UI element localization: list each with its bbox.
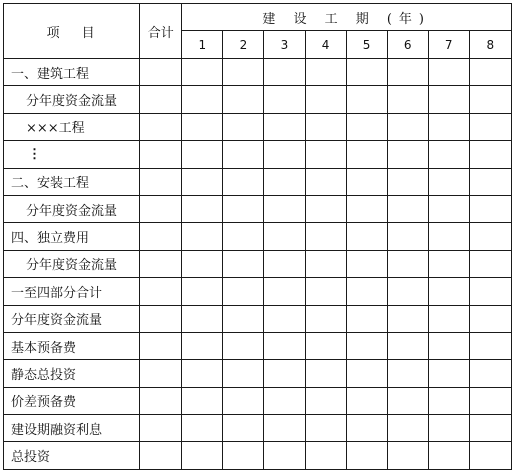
year-8-cell	[469, 141, 511, 168]
row-label: 分年度资金流量	[4, 195, 140, 222]
year-header-1: 1	[182, 31, 223, 59]
year-4-cell	[305, 113, 346, 140]
year-3-cell	[264, 195, 305, 222]
year-1-cell	[182, 250, 223, 277]
year-7-cell	[428, 332, 469, 359]
year-2-cell	[223, 86, 264, 113]
year-6-cell	[387, 195, 428, 222]
total-cell	[140, 442, 182, 469]
year-2-cell	[223, 305, 264, 332]
year-1-cell	[182, 360, 223, 387]
year-8-cell	[469, 113, 511, 140]
year-4-cell	[305, 168, 346, 195]
year-4-cell	[305, 195, 346, 222]
year-8-cell	[469, 86, 511, 113]
year-8-cell	[469, 195, 511, 222]
year-1-cell	[182, 223, 223, 250]
year-4-cell	[305, 86, 346, 113]
year-3-cell	[264, 59, 305, 86]
year-5-cell	[346, 278, 387, 305]
year-6-cell	[387, 415, 428, 442]
year-7-cell	[428, 360, 469, 387]
row-label: 基本预备费	[4, 332, 140, 359]
row-label: ×××工程	[4, 113, 140, 140]
year-3-cell	[264, 250, 305, 277]
total-cell	[140, 86, 182, 113]
year-6-cell	[387, 332, 428, 359]
year-8-cell	[469, 415, 511, 442]
row-label: 一、建筑工程	[4, 59, 140, 86]
year-7-cell	[428, 250, 469, 277]
year-header-6: 6	[387, 31, 428, 59]
year-3-cell	[264, 113, 305, 140]
table-row	[4, 223, 512, 250]
year-5-cell	[346, 195, 387, 222]
total-cell	[140, 360, 182, 387]
row-label: 分年度资金流量	[4, 250, 140, 277]
row-label: 总投资	[4, 442, 140, 469]
year-2-cell	[223, 332, 264, 359]
table-row	[4, 360, 512, 387]
year-5-cell	[346, 86, 387, 113]
year-7-cell	[428, 141, 469, 168]
row-label: 价差预备费	[4, 387, 140, 414]
funding-flow-table	[3, 3, 512, 470]
project-header-left: 项	[46, 25, 62, 41]
project-header	[4, 4, 140, 59]
row-label: 二、安装工程	[4, 168, 140, 195]
year-3-cell	[264, 332, 305, 359]
year-5-cell	[346, 168, 387, 195]
year-3-cell	[264, 415, 305, 442]
total-cell	[140, 415, 182, 442]
row-label: 四、独立费用	[4, 223, 140, 250]
year-7-cell	[428, 223, 469, 250]
total-cell	[140, 168, 182, 195]
table-row	[4, 86, 512, 113]
total-cell	[140, 278, 182, 305]
row-label: 分年度资金流量	[4, 86, 140, 113]
year-2-cell	[223, 387, 264, 414]
year-1-cell	[182, 305, 223, 332]
total-cell	[140, 332, 182, 359]
year-6-cell	[387, 442, 428, 469]
year-7-cell	[428, 59, 469, 86]
total-cell	[140, 387, 182, 414]
year-5-cell	[346, 360, 387, 387]
year-8-cell	[469, 59, 511, 86]
year-header-3: 3	[264, 31, 305, 59]
year-7-cell	[428, 387, 469, 414]
year-1-cell	[182, 195, 223, 222]
year-4-cell	[305, 305, 346, 332]
year-3-cell	[264, 442, 305, 469]
year-header-7: 7	[428, 31, 469, 59]
year-8-cell	[469, 360, 511, 387]
year-6-cell	[387, 360, 428, 387]
table-row	[4, 305, 512, 332]
year-6-cell	[387, 168, 428, 195]
row-label: 建设期融资利息	[4, 415, 140, 442]
year-6-cell	[387, 305, 428, 332]
year-8-cell	[469, 387, 511, 414]
year-1-cell	[182, 387, 223, 414]
year-1-cell	[182, 141, 223, 168]
table-row	[4, 195, 512, 222]
total-cell	[140, 250, 182, 277]
year-2-cell	[223, 168, 264, 195]
table-row	[4, 141, 512, 168]
year-4-cell	[305, 360, 346, 387]
table-row	[4, 332, 512, 359]
year-header-5: 5	[346, 31, 387, 59]
year-6-cell	[387, 278, 428, 305]
year-5-cell	[346, 113, 387, 140]
year-6-cell	[387, 86, 428, 113]
year-3-cell	[264, 360, 305, 387]
year-7-cell	[428, 415, 469, 442]
year-4-cell	[305, 332, 346, 359]
year-5-cell	[346, 250, 387, 277]
year-2-cell	[223, 59, 264, 86]
year-4-cell	[305, 59, 346, 86]
year-5-cell	[346, 305, 387, 332]
total-cell	[140, 223, 182, 250]
year-3-cell	[264, 168, 305, 195]
year-5-cell	[346, 223, 387, 250]
row-label: 静态总投资	[4, 360, 140, 387]
year-4-cell	[305, 141, 346, 168]
total-cell	[140, 305, 182, 332]
table-row	[4, 168, 512, 195]
year-5-cell	[346, 387, 387, 414]
year-4-cell	[305, 250, 346, 277]
year-2-cell	[223, 442, 264, 469]
year-5-cell	[346, 415, 387, 442]
table-row	[4, 415, 512, 442]
year-2-cell	[223, 278, 264, 305]
year-2-cell	[223, 415, 264, 442]
construction-period-header: 建 设 工 期 (年)	[182, 4, 512, 31]
table-row	[4, 250, 512, 277]
year-5-cell	[346, 442, 387, 469]
year-6-cell	[387, 250, 428, 277]
year-header-8: 8	[469, 31, 511, 59]
year-6-cell	[387, 141, 428, 168]
table-row	[4, 387, 512, 414]
table-row	[4, 113, 512, 140]
year-7-cell	[428, 442, 469, 469]
year-5-cell	[346, 332, 387, 359]
year-6-cell	[387, 113, 428, 140]
row-label: 一至四部分合计	[4, 278, 140, 305]
year-8-cell	[469, 223, 511, 250]
year-7-cell	[428, 278, 469, 305]
table-row	[4, 278, 512, 305]
year-5-cell	[346, 141, 387, 168]
total-cell	[140, 113, 182, 140]
year-header-4: 4	[305, 31, 346, 59]
row-label: 分年度资金流量	[4, 305, 140, 332]
year-1-cell	[182, 113, 223, 140]
year-7-cell	[428, 113, 469, 140]
year-6-cell	[387, 223, 428, 250]
year-4-cell	[305, 415, 346, 442]
table-row	[4, 59, 512, 86]
year-8-cell	[469, 305, 511, 332]
table-row	[4, 442, 512, 469]
year-1-cell	[182, 59, 223, 86]
year-7-cell	[428, 195, 469, 222]
year-3-cell	[264, 141, 305, 168]
year-1-cell	[182, 442, 223, 469]
year-2-cell	[223, 195, 264, 222]
total-cell	[140, 59, 182, 86]
year-8-cell	[469, 442, 511, 469]
year-1-cell	[182, 415, 223, 442]
year-header-2: 2	[223, 31, 264, 59]
year-2-cell	[223, 250, 264, 277]
year-1-cell	[182, 332, 223, 359]
year-4-cell	[305, 387, 346, 414]
year-1-cell	[182, 168, 223, 195]
year-8-cell	[469, 332, 511, 359]
year-7-cell	[428, 168, 469, 195]
total-header: 合计	[140, 4, 182, 59]
year-6-cell	[387, 59, 428, 86]
table-body	[4, 59, 512, 470]
year-8-cell	[469, 168, 511, 195]
year-2-cell	[223, 360, 264, 387]
year-4-cell	[305, 223, 346, 250]
year-2-cell	[223, 113, 264, 140]
row-label: ⋮	[4, 141, 140, 168]
year-4-cell	[305, 442, 346, 469]
year-2-cell	[223, 223, 264, 250]
year-1-cell	[182, 278, 223, 305]
year-3-cell	[264, 305, 305, 332]
year-6-cell	[387, 387, 428, 414]
year-7-cell	[428, 86, 469, 113]
year-8-cell	[469, 250, 511, 277]
year-5-cell	[346, 59, 387, 86]
year-1-cell	[182, 86, 223, 113]
year-3-cell	[264, 387, 305, 414]
year-8-cell	[469, 278, 511, 305]
year-4-cell	[305, 278, 346, 305]
project-header-right: 目	[81, 25, 97, 41]
year-3-cell	[264, 86, 305, 113]
year-3-cell	[264, 278, 305, 305]
total-cell	[140, 195, 182, 222]
year-3-cell	[264, 223, 305, 250]
year-2-cell	[223, 141, 264, 168]
year-7-cell	[428, 305, 469, 332]
total-cell	[140, 141, 182, 168]
